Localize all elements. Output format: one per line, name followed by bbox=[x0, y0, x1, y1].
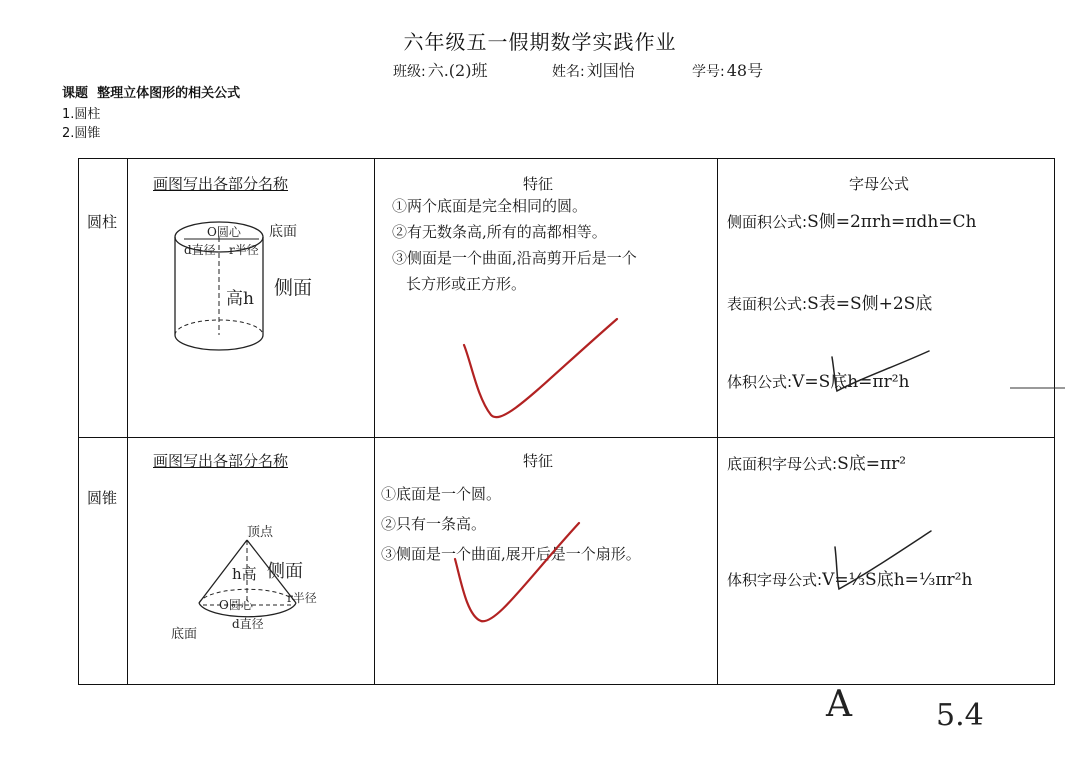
feature-item: 长方形或正方形。 bbox=[406, 275, 527, 293]
cone-center-label: O圆心 bbox=[219, 598, 253, 612]
name-value: 刘国怡 bbox=[586, 61, 635, 80]
col-divider bbox=[374, 159, 375, 684]
check-mark-icon bbox=[829, 349, 939, 399]
drawing-header: 画图写出各部分名称 bbox=[153, 452, 289, 470]
feature-item: ①两个底面是完全相同的圆。 bbox=[392, 197, 588, 215]
class-label: 班级: bbox=[393, 64, 426, 80]
id-label: 学号: bbox=[692, 64, 725, 80]
feature-header: 特征 bbox=[523, 175, 554, 193]
class-info bbox=[393, 58, 487, 81]
cylinder-side-label: 侧面 bbox=[274, 277, 313, 299]
formula-value: S表=S侧+2S底 bbox=[807, 294, 933, 314]
check-mark-icon bbox=[831, 529, 941, 599]
cylinder-surface-formula bbox=[727, 289, 932, 314]
cylinder-base-label: 底面 bbox=[269, 224, 297, 240]
topic-item-1: 1.圆柱 bbox=[62, 107, 101, 122]
name-info bbox=[552, 58, 635, 81]
formula-label: 体积公式: bbox=[727, 373, 793, 391]
cylinder-center-label: O圆心 bbox=[207, 225, 241, 239]
check-mark-icon bbox=[451, 521, 591, 631]
cylinder-features bbox=[392, 193, 637, 297]
row-name-cylinder: 圆柱 bbox=[87, 213, 118, 231]
formula-label: 底面积字母公式: bbox=[727, 455, 838, 473]
drawing-header: 画图写出各部分名称 bbox=[153, 175, 289, 193]
formula-label: 表面积公式: bbox=[727, 295, 808, 313]
topic-line bbox=[62, 82, 240, 101]
class-value: 六.(2)班 bbox=[427, 61, 488, 80]
feature-header: 特征 bbox=[523, 452, 554, 470]
check-mark-icon bbox=[459, 317, 639, 427]
cone-radius-label: r半径 bbox=[287, 591, 317, 605]
feature-item: ②只有一条高。 bbox=[381, 515, 487, 533]
formula-label: 侧面积公式: bbox=[727, 213, 808, 231]
cylinder-lateral-formula bbox=[727, 207, 976, 232]
cylinder-height-label: 高h bbox=[226, 289, 254, 309]
cone-side-label: 侧面 bbox=[267, 561, 303, 582]
formula-label: 体积字母公式: bbox=[727, 571, 823, 589]
cone-base-label: 底面 bbox=[171, 627, 198, 642]
formula-header: 字母公式 bbox=[849, 175, 910, 193]
date-mark: 5.4 bbox=[936, 698, 984, 733]
col-divider bbox=[127, 159, 128, 684]
feature-item: ②有无数条高,所有的高都相等。 bbox=[392, 223, 607, 241]
row-name-cone: 圆锥 bbox=[87, 489, 118, 507]
grade-mark: A bbox=[826, 684, 852, 725]
formula-table bbox=[78, 158, 1055, 685]
cylinder-diameter-label: d直径 bbox=[184, 243, 216, 257]
cone-base-area-formula bbox=[727, 449, 906, 474]
id-value: 48号 bbox=[726, 61, 764, 80]
cone-apex-label: 顶点 bbox=[247, 525, 274, 540]
formula-value: S侧=2πrh=πdh=Ch bbox=[807, 212, 977, 232]
formula-value: S底=πr² bbox=[837, 454, 907, 474]
formula-value: V=S底h=πr²h bbox=[792, 372, 910, 392]
cone-diameter-label: d直径 bbox=[232, 617, 264, 631]
cylinder-radius-label: r半径 bbox=[229, 243, 259, 257]
margin-line bbox=[1010, 386, 1070, 390]
topic-text: 整理立体图形的相关公式 bbox=[97, 86, 241, 101]
name-label: 姓名: bbox=[552, 64, 585, 80]
feature-item: ③侧面是一个曲面,沿高剪开后是一个 bbox=[392, 249, 637, 267]
feature-item: ③侧面是一个曲面,展开后是一个扇形。 bbox=[381, 545, 641, 563]
page-title: 六年级五一假期数学实践作业 bbox=[403, 30, 677, 54]
row-divider bbox=[79, 437, 1054, 438]
topic-label: 课题 bbox=[62, 86, 89, 101]
feature-item: ①底面是一个圆。 bbox=[381, 485, 502, 503]
formula-value: V=⅓S底h=⅓πr²h bbox=[822, 570, 973, 590]
topic-item-2: 2.圆锥 bbox=[62, 126, 101, 141]
col-divider bbox=[717, 159, 718, 684]
id-info bbox=[692, 58, 763, 81]
cone-height-label: h高 bbox=[232, 565, 257, 583]
